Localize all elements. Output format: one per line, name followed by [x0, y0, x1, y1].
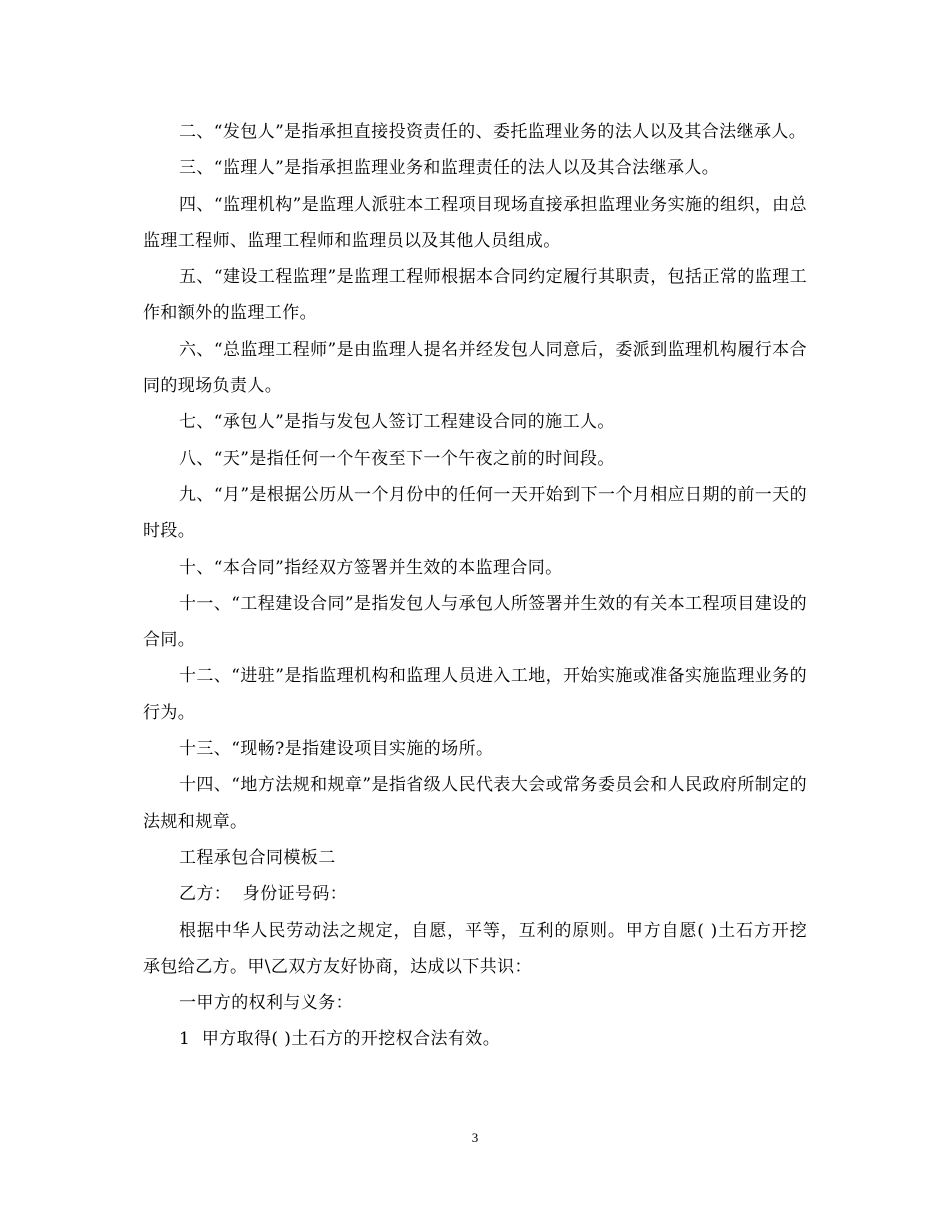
paragraph-definition-13: 十三、“现畅?是指建设项目实施的场所。	[179, 739, 494, 760]
document-body	[143, 114, 807, 1058]
paragraph-definition-12: 十二、“进驻”是指监理机构和监理人员进入工地，开始实施或准备实施监理业务的行为。	[143, 666, 807, 723]
paragraph-definition-5: 五、“建设工程监理”是监理工程师根据本合同约定履行其职责，包括正常的监理工作和额外的监理工作。	[143, 267, 807, 324]
paragraph-party-a-rights-heading: 一甲方的权利与义务：	[179, 993, 353, 1014]
paragraph-definition-3: 三、“监理人”是指承担监理业务和监理责任的法人以及其合法继承人。	[179, 158, 720, 179]
paragraph-definition-2: 二、“发包人”是指承担直接投资责任的、委托监理业务的法人以及其合法继承人。	[179, 122, 807, 142]
paragraph-party-b: 乙方： 身份证号码：	[179, 884, 348, 905]
paragraph-definition-9: 九、“月”是根据公历从一个月份中的任何一天开始到下一个月相应日期的前一天的时段。	[143, 484, 807, 542]
paragraph-definition-14: 十四、“地方法规和规章”是指省级人民代表大会或常务委员会和人民政府所制定的法规和规章。	[143, 775, 807, 832]
paragraph-definition-6: 六、“总监理工程师”是由监理人提名并经发包人同意后，委派到监理机构履行本合同的现场负责人。	[143, 339, 807, 397]
paragraph-definition-7: 七、“承包人”是指与发包人签订工程建设合同的施工人。	[179, 412, 615, 433]
paragraph-definition-4: 四、“监理机构”是监理人派驻本工程项目现场直接承担监理业务实施的组织，由总监理工程师、监理工程师和监理员以及其他人员组成。	[143, 194, 807, 251]
paragraph-definition-11: 十一、“工程建设合同”是指发包人与承包人所签署并生效的有关本工程项目建设的合同。	[143, 593, 807, 651]
paragraph-preamble: 根据中华人民劳动法之规定，自愿，平等，互利的原则。甲方自愿( )土石方开挖承包给乙方。甲\乙双方友好协商，达成以下共识：	[143, 920, 807, 977]
paragraph-clause-1: 1 甲方取得( )土石方的开挖权合法有效。	[179, 1029, 501, 1050]
paragraph-definition-8: 八、“天”是指任何一个午夜至下一个午夜之前的时间段。	[179, 448, 615, 469]
paragraph-definition-10: 十、“本合同”指经双方签署并生效的本监理合同。	[179, 557, 563, 578]
page-number: 3	[471, 1130, 479, 1145]
section-heading-template-2: 工程承包合同模板二	[179, 847, 336, 868]
